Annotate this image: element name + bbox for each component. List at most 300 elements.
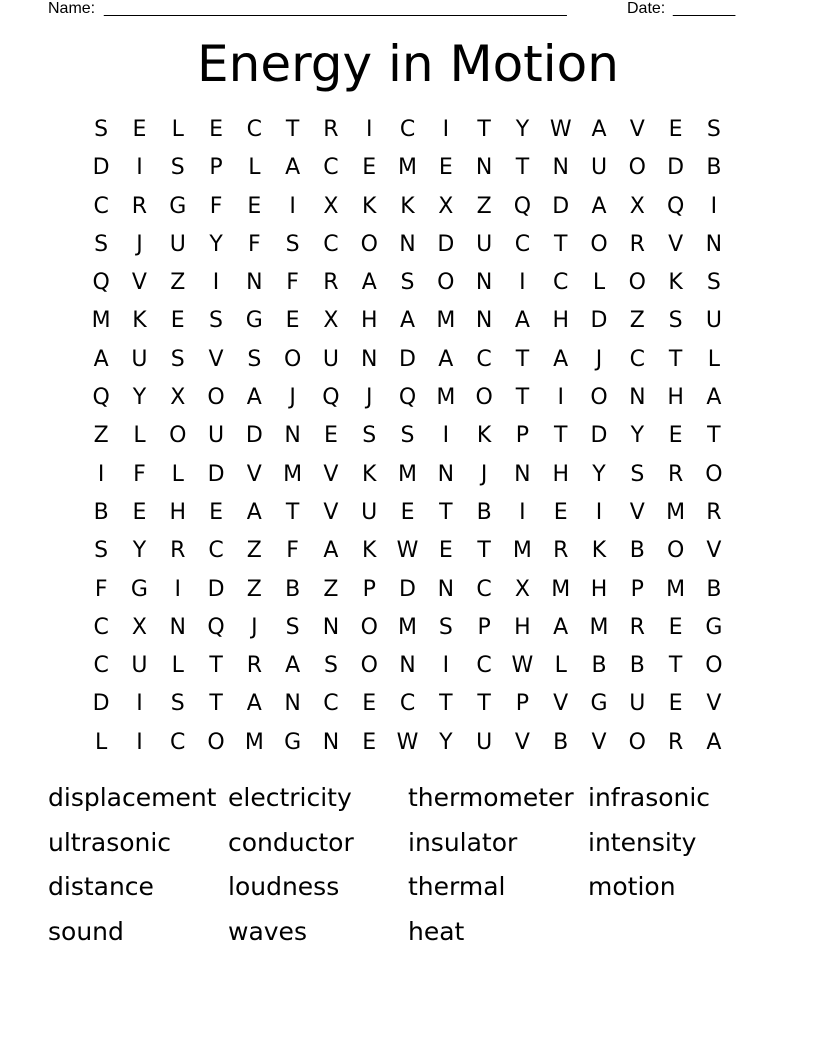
grid-letter[interactable]: K: [362, 538, 377, 564]
grid-letter[interactable]: I: [519, 270, 526, 296]
grid-letter[interactable]: R: [131, 193, 148, 219]
grid-letter[interactable]: F: [94, 576, 108, 602]
grid-letter[interactable]: V: [246, 461, 262, 487]
grid-letter[interactable]: C: [629, 346, 645, 372]
grid-letter[interactable]: D: [399, 346, 416, 372]
grid-letter[interactable]: V: [629, 117, 645, 142]
grid-letter[interactable]: G: [284, 729, 302, 755]
grid-letter[interactable]: T: [285, 117, 300, 142]
grid-letter[interactable]: E: [438, 155, 453, 181]
grid-letter[interactable]: K: [476, 423, 492, 449]
grid-letter[interactable]: B: [706, 155, 722, 181]
grid-letter[interactable]: O: [705, 653, 723, 679]
grid-letter[interactable]: C: [399, 117, 416, 142]
grid-letter[interactable]: L: [133, 423, 146, 449]
grid-letter[interactable]: N: [552, 155, 569, 181]
grid-letter[interactable]: B: [476, 499, 492, 525]
grid-letter[interactable]: T: [553, 231, 568, 257]
grid-letter[interactable]: E: [362, 155, 377, 181]
grid-letter[interactable]: F: [133, 461, 146, 487]
grid-letter[interactable]: H: [360, 308, 378, 334]
grid-letter[interactable]: R: [706, 499, 722, 525]
grid-letter[interactable]: E: [668, 423, 683, 449]
grid-letter[interactable]: C: [246, 117, 263, 142]
grid-letter[interactable]: D: [207, 576, 225, 602]
grid-letter[interactable]: S: [247, 346, 262, 372]
grid-letter[interactable]: Q: [322, 385, 340, 411]
grid-letter[interactable]: B: [553, 729, 569, 755]
grid-letter[interactable]: M: [551, 576, 571, 602]
grid-letter[interactable]: K: [132, 308, 147, 334]
grid-letter[interactable]: Q: [513, 193, 532, 219]
grid-letter[interactable]: S: [438, 614, 453, 640]
word-bank-item: conductor: [228, 827, 354, 857]
grid-letter[interactable]: S: [170, 155, 185, 181]
grid-letter[interactable]: I: [136, 155, 143, 181]
grid-letter[interactable]: N: [246, 270, 263, 296]
grid-letter[interactable]: D: [590, 308, 608, 334]
grid-letter[interactable]: O: [360, 231, 378, 257]
grid-letter[interactable]: T: [515, 385, 530, 411]
grid-letter[interactable]: T: [209, 653, 223, 679]
grid-letter[interactable]: D: [667, 155, 685, 181]
grid-letter[interactable]: I: [365, 117, 373, 142]
grid-letter[interactable]: L: [171, 461, 184, 487]
grid-letter[interactable]: E: [362, 729, 377, 755]
grid-letter[interactable]: A: [591, 193, 607, 219]
grid-letter[interactable]: F: [248, 231, 261, 257]
grid-letter[interactable]: A: [285, 155, 301, 181]
grid-letter[interactable]: L: [248, 155, 261, 181]
grid-letter[interactable]: R: [246, 653, 262, 679]
grid-letter[interactable]: M: [666, 576, 686, 602]
grid-letter[interactable]: N: [399, 231, 416, 257]
grid-letter[interactable]: I: [442, 653, 450, 679]
grid-letter[interactable]: T: [209, 691, 223, 717]
grid-letter[interactable]: C: [323, 155, 339, 181]
grid-letter[interactable]: N: [322, 729, 340, 755]
grid-letter[interactable]: M: [589, 614, 609, 640]
grid-letter[interactable]: E: [668, 614, 683, 640]
grid-letter[interactable]: A: [323, 538, 339, 564]
grid-letter[interactable]: W: [396, 538, 419, 564]
grid-letter[interactable]: O: [360, 614, 378, 640]
grid-letter[interactable]: S: [706, 117, 721, 142]
grid-letter[interactable]: Q: [92, 385, 110, 411]
grid-letter[interactable]: U: [590, 155, 608, 181]
grid-letter[interactable]: Y: [630, 423, 645, 449]
grid-letter[interactable]: F: [286, 270, 299, 296]
grid-letter[interactable]: M: [512, 538, 532, 564]
grid-letter[interactable]: Y: [132, 538, 147, 564]
grid-letter[interactable]: O: [207, 729, 225, 755]
grid-letter[interactable]: X: [323, 193, 339, 219]
grid-letter[interactable]: A: [399, 308, 416, 334]
date-blank-line[interactable]: _______: [673, 0, 736, 17]
grid-letter[interactable]: Z: [323, 576, 339, 602]
grid-letter[interactable]: S: [94, 117, 109, 142]
grid-letter[interactable]: C: [514, 231, 531, 257]
grid-letter[interactable]: A: [591, 117, 607, 142]
grid-letter[interactable]: E: [132, 117, 147, 142]
grid-letter[interactable]: T: [439, 499, 453, 525]
grid-letter[interactable]: S: [170, 691, 185, 717]
grid-letter[interactable]: V: [706, 538, 722, 564]
grid-letter[interactable]: L: [171, 653, 184, 679]
grid-letter[interactable]: H: [552, 461, 569, 487]
grid-letter[interactable]: I: [595, 499, 603, 525]
grid-letter[interactable]: V: [668, 231, 684, 257]
grid-letter[interactable]: C: [93, 193, 109, 219]
grid-letter[interactable]: D: [590, 423, 608, 449]
grid-letter[interactable]: A: [246, 499, 262, 525]
grid-letter[interactable]: R: [553, 538, 569, 564]
word-bank-item: sound: [48, 916, 124, 946]
grid-letter[interactable]: Q: [666, 193, 685, 219]
grid-letter[interactable]: T: [707, 423, 721, 449]
grid-letter[interactable]: V: [591, 729, 607, 755]
grid-letter[interactable]: A: [706, 729, 722, 755]
grid-letter[interactable]: G: [590, 691, 608, 717]
grid-letter[interactable]: V: [208, 346, 224, 372]
grid-letter[interactable]: L: [707, 346, 721, 372]
grid-letter[interactable]: N: [705, 231, 723, 257]
grid-letter[interactable]: H: [169, 499, 187, 525]
word-bank-item: motion: [588, 872, 676, 901]
grid-letter[interactable]: U: [361, 499, 378, 525]
grid-letter[interactable]: T: [515, 346, 530, 372]
grid-letter[interactable]: T: [477, 117, 491, 142]
grid-letter[interactable]: U: [476, 729, 493, 755]
grid-letter[interactable]: O: [169, 423, 187, 449]
grid-letter[interactable]: T: [553, 423, 568, 449]
grid-letter[interactable]: L: [171, 117, 184, 142]
grid-letter[interactable]: M: [398, 614, 418, 640]
grid-letter[interactable]: H: [552, 308, 569, 334]
word-bank-item: thermal: [408, 872, 506, 901]
grid-letter[interactable]: C: [208, 538, 224, 564]
grid-letter[interactable]: M: [436, 385, 456, 411]
grid-letter[interactable]: X: [323, 308, 339, 334]
grid-letter[interactable]: I: [442, 117, 450, 142]
grid-letter[interactable]: D: [245, 423, 263, 449]
grid-letter[interactable]: U: [207, 423, 225, 449]
grid-letter[interactable]: E: [285, 308, 300, 334]
grid-letter[interactable]: Y: [515, 117, 530, 142]
grid-letter[interactable]: I: [174, 576, 181, 602]
grid-letter[interactable]: S: [400, 423, 415, 449]
grid-letter[interactable]: M: [398, 461, 418, 487]
grid-letter[interactable]: O: [666, 538, 685, 564]
grid-letter[interactable]: L: [592, 270, 606, 296]
grid-letter[interactable]: K: [362, 461, 377, 487]
grid-letter[interactable]: A: [438, 346, 454, 372]
grid-letter[interactable]: I: [442, 423, 450, 449]
grid-letter[interactable]: I: [136, 691, 143, 717]
grid-letter[interactable]: S: [285, 231, 300, 257]
grid-letter[interactable]: D: [552, 193, 570, 219]
grid-letter[interactable]: V: [323, 461, 339, 487]
grid-letter[interactable]: G: [169, 193, 187, 219]
grid-letter[interactable]: T: [515, 155, 530, 181]
grid-letter[interactable]: I: [519, 499, 526, 525]
grid-letter[interactable]: D: [399, 576, 416, 602]
grid-letter[interactable]: I: [136, 729, 143, 755]
grid-letter[interactable]: U: [322, 346, 339, 372]
grid-letter[interactable]: E: [209, 117, 223, 142]
grid-letter[interactable]: S: [668, 308, 683, 334]
grid-letter[interactable]: S: [285, 614, 300, 640]
grid-letter[interactable]: H: [590, 576, 608, 602]
grid-letter[interactable]: L: [554, 653, 567, 679]
grid-letter[interactable]: M: [666, 499, 686, 525]
word-bank: [48, 778, 768, 956]
grid-letter[interactable]: U: [131, 653, 148, 679]
grid-letter[interactable]: S: [209, 308, 224, 334]
grid-letter[interactable]: N: [475, 155, 493, 181]
grid-letter[interactable]: E: [209, 499, 223, 525]
grid-letter[interactable]: I: [97, 461, 105, 487]
grid-letter[interactable]: U: [705, 308, 722, 334]
grid-letter[interactable]: J: [289, 385, 296, 411]
grid-letter[interactable]: O: [628, 155, 646, 181]
grid-letter[interactable]: S: [706, 270, 721, 296]
grid-letter[interactable]: V: [629, 499, 645, 525]
grid-letter[interactable]: S: [400, 270, 415, 296]
grid-letter[interactable]: W: [396, 729, 419, 755]
grid-letter[interactable]: O: [360, 653, 378, 679]
grid-letter[interactable]: A: [285, 653, 301, 679]
grid-letter[interactable]: Q: [92, 270, 110, 296]
grid-letter[interactable]: C: [399, 691, 416, 717]
grid-letter[interactable]: U: [169, 231, 186, 257]
grid-letter[interactable]: X: [131, 614, 147, 640]
grid-letter[interactable]: O: [475, 385, 493, 411]
grid-letter[interactable]: B: [706, 576, 722, 602]
grid-letter[interactable]: E: [132, 499, 147, 525]
grid-letter[interactable]: I: [289, 193, 296, 219]
grid-letter[interactable]: X: [514, 576, 530, 602]
grid-letter[interactable]: O: [590, 231, 608, 257]
grid-letter[interactable]: T: [668, 346, 683, 372]
grid-letter[interactable]: E: [170, 308, 185, 334]
grid-letter[interactable]: O: [207, 385, 225, 411]
grid-letter[interactable]: N: [475, 308, 493, 334]
grid-letter[interactable]: A: [706, 385, 722, 411]
grid-letter[interactable]: O: [437, 270, 455, 296]
grid-letter[interactable]: J: [251, 614, 258, 640]
grid-letter[interactable]: E: [438, 538, 453, 564]
grid-letter[interactable]: V: [514, 729, 530, 755]
grid-letter[interactable]: M: [91, 308, 111, 334]
grid-letter[interactable]: N: [284, 691, 301, 717]
grid-letter[interactable]: S: [94, 231, 109, 257]
grid-letter[interactable]: N: [399, 653, 416, 679]
grid-letter[interactable]: S: [170, 346, 185, 372]
page-title: Energy in Motion: [197, 35, 619, 93]
grid-letter[interactable]: O: [590, 385, 608, 411]
grid-letter[interactable]: B: [591, 653, 607, 679]
grid-letter[interactable]: H: [514, 614, 531, 640]
grid-letter[interactable]: N: [360, 346, 378, 372]
grid-letter[interactable]: E: [247, 193, 262, 219]
grid-letter[interactable]: R: [323, 117, 339, 142]
grid-letter[interactable]: S: [630, 461, 645, 487]
grid-letter[interactable]: T: [477, 691, 491, 717]
grid-letter[interactable]: J: [136, 231, 143, 257]
grid-letter[interactable]: J: [595, 346, 603, 372]
grid-letter[interactable]: C: [93, 653, 109, 679]
grid-letter[interactable]: N: [475, 270, 493, 296]
grid-letter[interactable]: V: [553, 691, 569, 717]
grid-letter[interactable]: F: [209, 193, 223, 219]
grid-letter[interactable]: K: [591, 538, 607, 564]
grid-letter[interactable]: N: [322, 614, 340, 640]
grid-letter[interactable]: C: [323, 231, 339, 257]
grid-letter[interactable]: C: [170, 729, 186, 755]
grid-letter[interactable]: A: [514, 308, 530, 334]
grid-letter[interactable]: F: [286, 538, 299, 564]
grid-letter[interactable]: O: [705, 461, 723, 487]
grid-letter[interactable]: P: [515, 423, 530, 449]
grid-letter[interactable]: O: [628, 729, 646, 755]
grid-letter[interactable]: E: [362, 691, 377, 717]
grid-letter[interactable]: C: [476, 576, 492, 602]
grid-letter[interactable]: G: [130, 576, 148, 602]
grid-letter[interactable]: R: [667, 729, 684, 755]
grid-letter[interactable]: N: [629, 385, 646, 411]
grid-letter[interactable]: M: [436, 308, 456, 334]
grid-letter[interactable]: A: [93, 346, 109, 372]
grid-letter[interactable]: A: [246, 385, 262, 411]
grid-letter[interactable]: Y: [439, 729, 453, 755]
grid-letter[interactable]: S: [94, 538, 109, 564]
grid-letter[interactable]: R: [323, 270, 339, 296]
grid-letter[interactable]: A: [553, 346, 569, 372]
grid-letter[interactable]: Z: [246, 538, 262, 564]
grid-letter[interactable]: Z: [170, 270, 186, 296]
grid-letter[interactable]: Y: [209, 231, 223, 257]
grid-letter[interactable]: Y: [132, 385, 147, 411]
grid-letter[interactable]: W: [511, 653, 534, 679]
grid-letter[interactable]: C: [476, 346, 492, 372]
grid-letter[interactable]: A: [246, 691, 262, 717]
grid-letter[interactable]: T: [285, 499, 300, 525]
grid-letter[interactable]: B: [285, 576, 301, 602]
grid-letter[interactable]: U: [476, 231, 493, 257]
name-blank-line[interactable]: ____________________________________________________: [104, 0, 567, 17]
grid-letter[interactable]: J: [365, 385, 373, 411]
grid-letter[interactable]: K: [400, 193, 415, 219]
grid-letter[interactable]: N: [437, 461, 455, 487]
grid-letter[interactable]: T: [439, 691, 453, 717]
grid-letter[interactable]: D: [437, 231, 455, 257]
grid-letter[interactable]: D: [207, 461, 225, 487]
grid-letter[interactable]: M: [283, 461, 303, 487]
grid-letter[interactable]: J: [480, 461, 488, 487]
grid-letter[interactable]: D: [92, 155, 110, 181]
grid-letter[interactable]: W: [549, 117, 572, 142]
grid-letter[interactable]: C: [323, 691, 339, 717]
grid-letter[interactable]: R: [667, 461, 684, 487]
grid-letter[interactable]: Z: [629, 308, 645, 334]
grid-letter[interactable]: L: [95, 729, 108, 755]
grid-letter[interactable]: P: [630, 576, 644, 602]
grid-letter[interactable]: R: [629, 614, 645, 640]
grid-letter[interactable]: P: [477, 614, 491, 640]
grid-letter[interactable]: V: [323, 499, 339, 525]
grid-letter[interactable]: M: [244, 729, 264, 755]
grid-letter[interactable]: V: [131, 270, 147, 296]
grid-letter[interactable]: P: [515, 691, 530, 717]
grid-letter[interactable]: S: [362, 423, 377, 449]
grid-letter[interactable]: D: [92, 691, 110, 717]
grid-letter[interactable]: X: [438, 193, 454, 219]
grid-letter[interactable]: X: [629, 193, 645, 219]
grid-letter[interactable]: E: [400, 499, 415, 525]
grid-letter[interactable]: H: [667, 385, 684, 411]
grid-letter[interactable]: P: [209, 155, 223, 181]
grid-letter[interactable]: B: [629, 653, 645, 679]
grid-letter[interactable]: Q: [207, 614, 225, 640]
grid-letter[interactable]: A: [361, 270, 377, 296]
grid-letter[interactable]: V: [706, 691, 722, 717]
grid-letter[interactable]: C: [476, 653, 492, 679]
grid-letter[interactable]: Q: [398, 385, 417, 411]
grid-letter[interactable]: B: [93, 499, 109, 525]
grid-letter[interactable]: A: [553, 614, 569, 640]
grid-letter[interactable]: K: [668, 270, 683, 296]
grid-letter[interactable]: S: [323, 653, 338, 679]
grid-letter[interactable]: X: [170, 385, 186, 411]
grid-letter[interactable]: U: [131, 346, 148, 372]
grid-letter[interactable]: T: [477, 538, 491, 564]
grid-letter[interactable]: I: [710, 193, 718, 219]
grid-letter[interactable]: C: [93, 614, 109, 640]
grid-letter[interactable]: R: [170, 538, 186, 564]
grid-letter[interactable]: C: [553, 270, 569, 296]
grid-letter[interactable]: P: [362, 576, 376, 602]
grid-letter[interactable]: R: [629, 231, 645, 257]
grid-letter[interactable]: N: [169, 614, 186, 640]
grid-letter[interactable]: E: [668, 117, 683, 142]
grid-letter[interactable]: G: [245, 308, 263, 334]
word-bank-item: ultrasonic: [48, 827, 172, 857]
grid-letter[interactable]: N: [437, 576, 455, 602]
word-bank-item: displacement: [48, 783, 217, 812]
grid-letter[interactable]: Z: [476, 193, 492, 219]
grid-letter[interactable]: E: [323, 423, 338, 449]
grid-letter[interactable]: E: [553, 499, 568, 525]
grid-letter[interactable]: T: [668, 653, 683, 679]
grid-letter[interactable]: O: [628, 270, 646, 296]
grid-letter[interactable]: K: [362, 193, 377, 219]
grid-letter[interactable]: I: [557, 385, 564, 411]
word-bank-item: heat: [408, 916, 465, 946]
grid-letter[interactable]: N: [284, 423, 301, 449]
grid-letter[interactable]: Y: [592, 461, 606, 487]
grid-letter[interactable]: E: [668, 691, 683, 717]
grid-letter[interactable]: B: [629, 538, 645, 564]
grid-letter[interactable]: G: [705, 614, 723, 640]
grid-letter[interactable]: N: [514, 461, 531, 487]
grid-letter[interactable]: M: [398, 155, 418, 181]
grid-letter[interactable]: U: [629, 691, 646, 717]
grid-letter[interactable]: O: [283, 346, 302, 372]
grid-letter[interactable]: I: [212, 270, 220, 296]
grid-letter[interactable]: Z: [93, 423, 109, 449]
grid-letter[interactable]: Z: [246, 576, 262, 602]
